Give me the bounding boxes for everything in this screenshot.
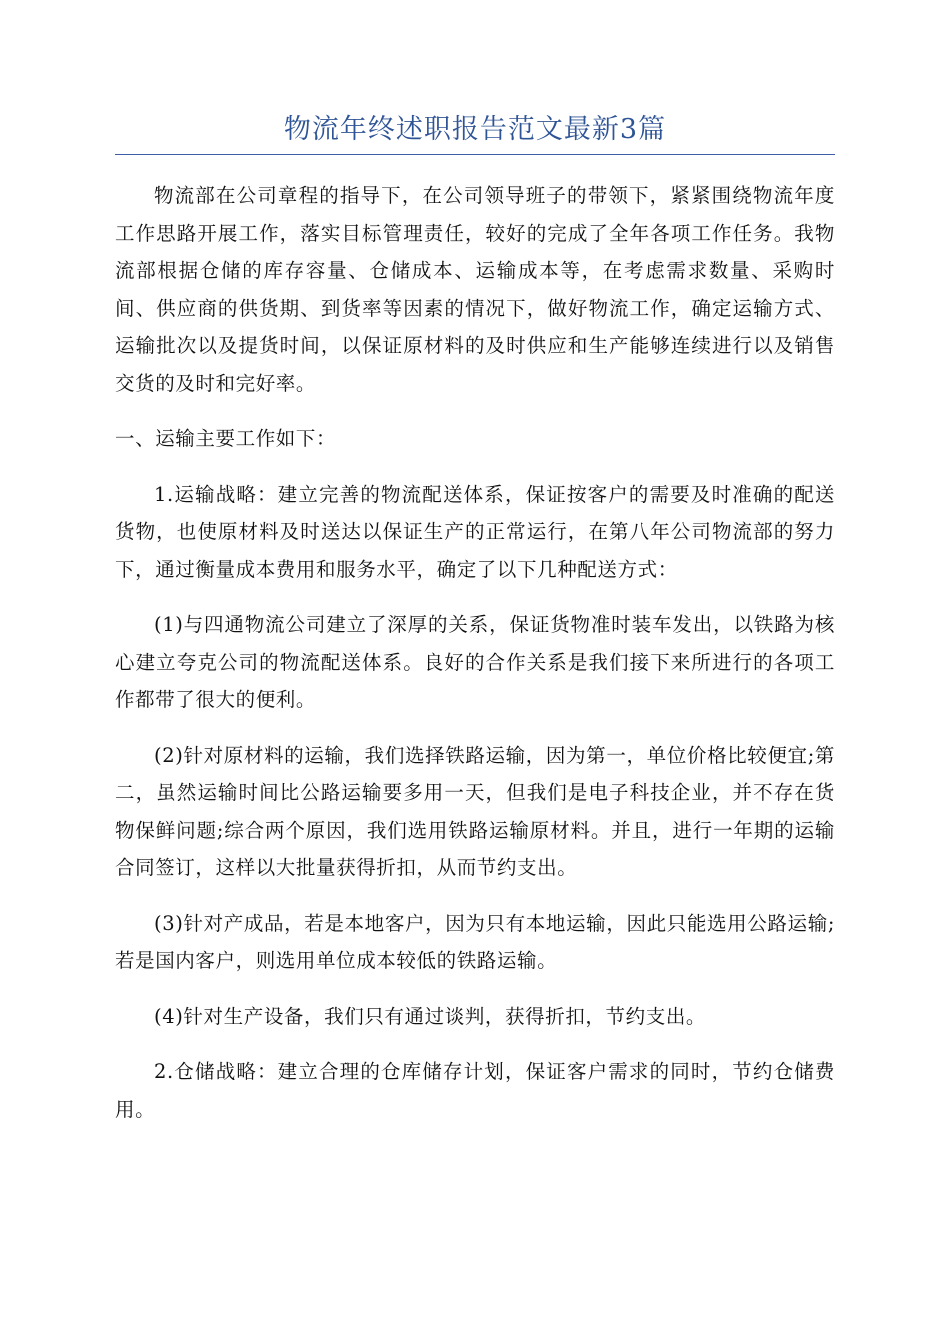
paragraph-storage-strategy: 2.仓储战略：建立合理的仓库储存计划，保证客户需求的同时，节约仓储费用。 xyxy=(115,1060,835,1121)
document-body xyxy=(115,177,835,1128)
section-heading-transport: 一、运输主要工作如下： xyxy=(115,427,337,450)
paragraph-transport-strategy: 1.运输战略：建立完善的物流配送体系，保证按客户的需要及时准确的配送货物，也使原材料及时送达以保证生产的正常运行，在第八年公司物流部的努力下，通过衡量成本费用和服务水平，确定了以下几种配送方式： xyxy=(115,482,835,581)
document-title: 物流年终述职报告范文最新3篇 xyxy=(283,114,667,145)
paragraph-intro: 物流部在公司章程的指导下，在公司领导班子的带领下，紧紧围绕物流年度工作思路开展工作，落实目标管理责任，较好的完成了全年各项工作任务。我物流部根据仓储的库存容量、仓储成本、运输成本等，在考虑需求数量、采购时间、供应商的供货期、到货率等因素的情况下，做好物流工作，确定运输方式、运输批次以及提货时间，以保证原材料的及时供应和生产能够连续进行以及销售交货的及时和完好率。 xyxy=(115,184,835,395)
title-block xyxy=(115,112,835,155)
paragraph-item-4: (4)针对生产设备，我们只有通过谈判，获得折扣，节约支出。 xyxy=(154,1004,707,1028)
paragraph-item-2: (2)针对原材料的运输，我们选择铁路运输，因为第一，单位价格比较便宜;第二，虽然运输时间比公路运输要多用一天，但我们是电子科技企业，并不存在货物保鲜问题;综合两个原因，我们选用铁路运输原材料。并且，进行一年期的运输合同签订，这样以大批量获得折扣，从而节约支出。 xyxy=(115,743,835,879)
paragraph-item-1: (1)与四通物流公司建立了深厚的关系，保证货物准时装车发出，以铁路为核心建立夸克公司的物流配送体系。良好的合作关系是我们接下来所进行的各项工作都带了很大的便利。 xyxy=(115,613,835,711)
paragraph-item-3: (3)针对产成品，若是本地客户，因为只有本地运输，因此只能选用公路运输;若是国内客户，则选用单位成本较低的铁路运输。 xyxy=(115,911,835,972)
